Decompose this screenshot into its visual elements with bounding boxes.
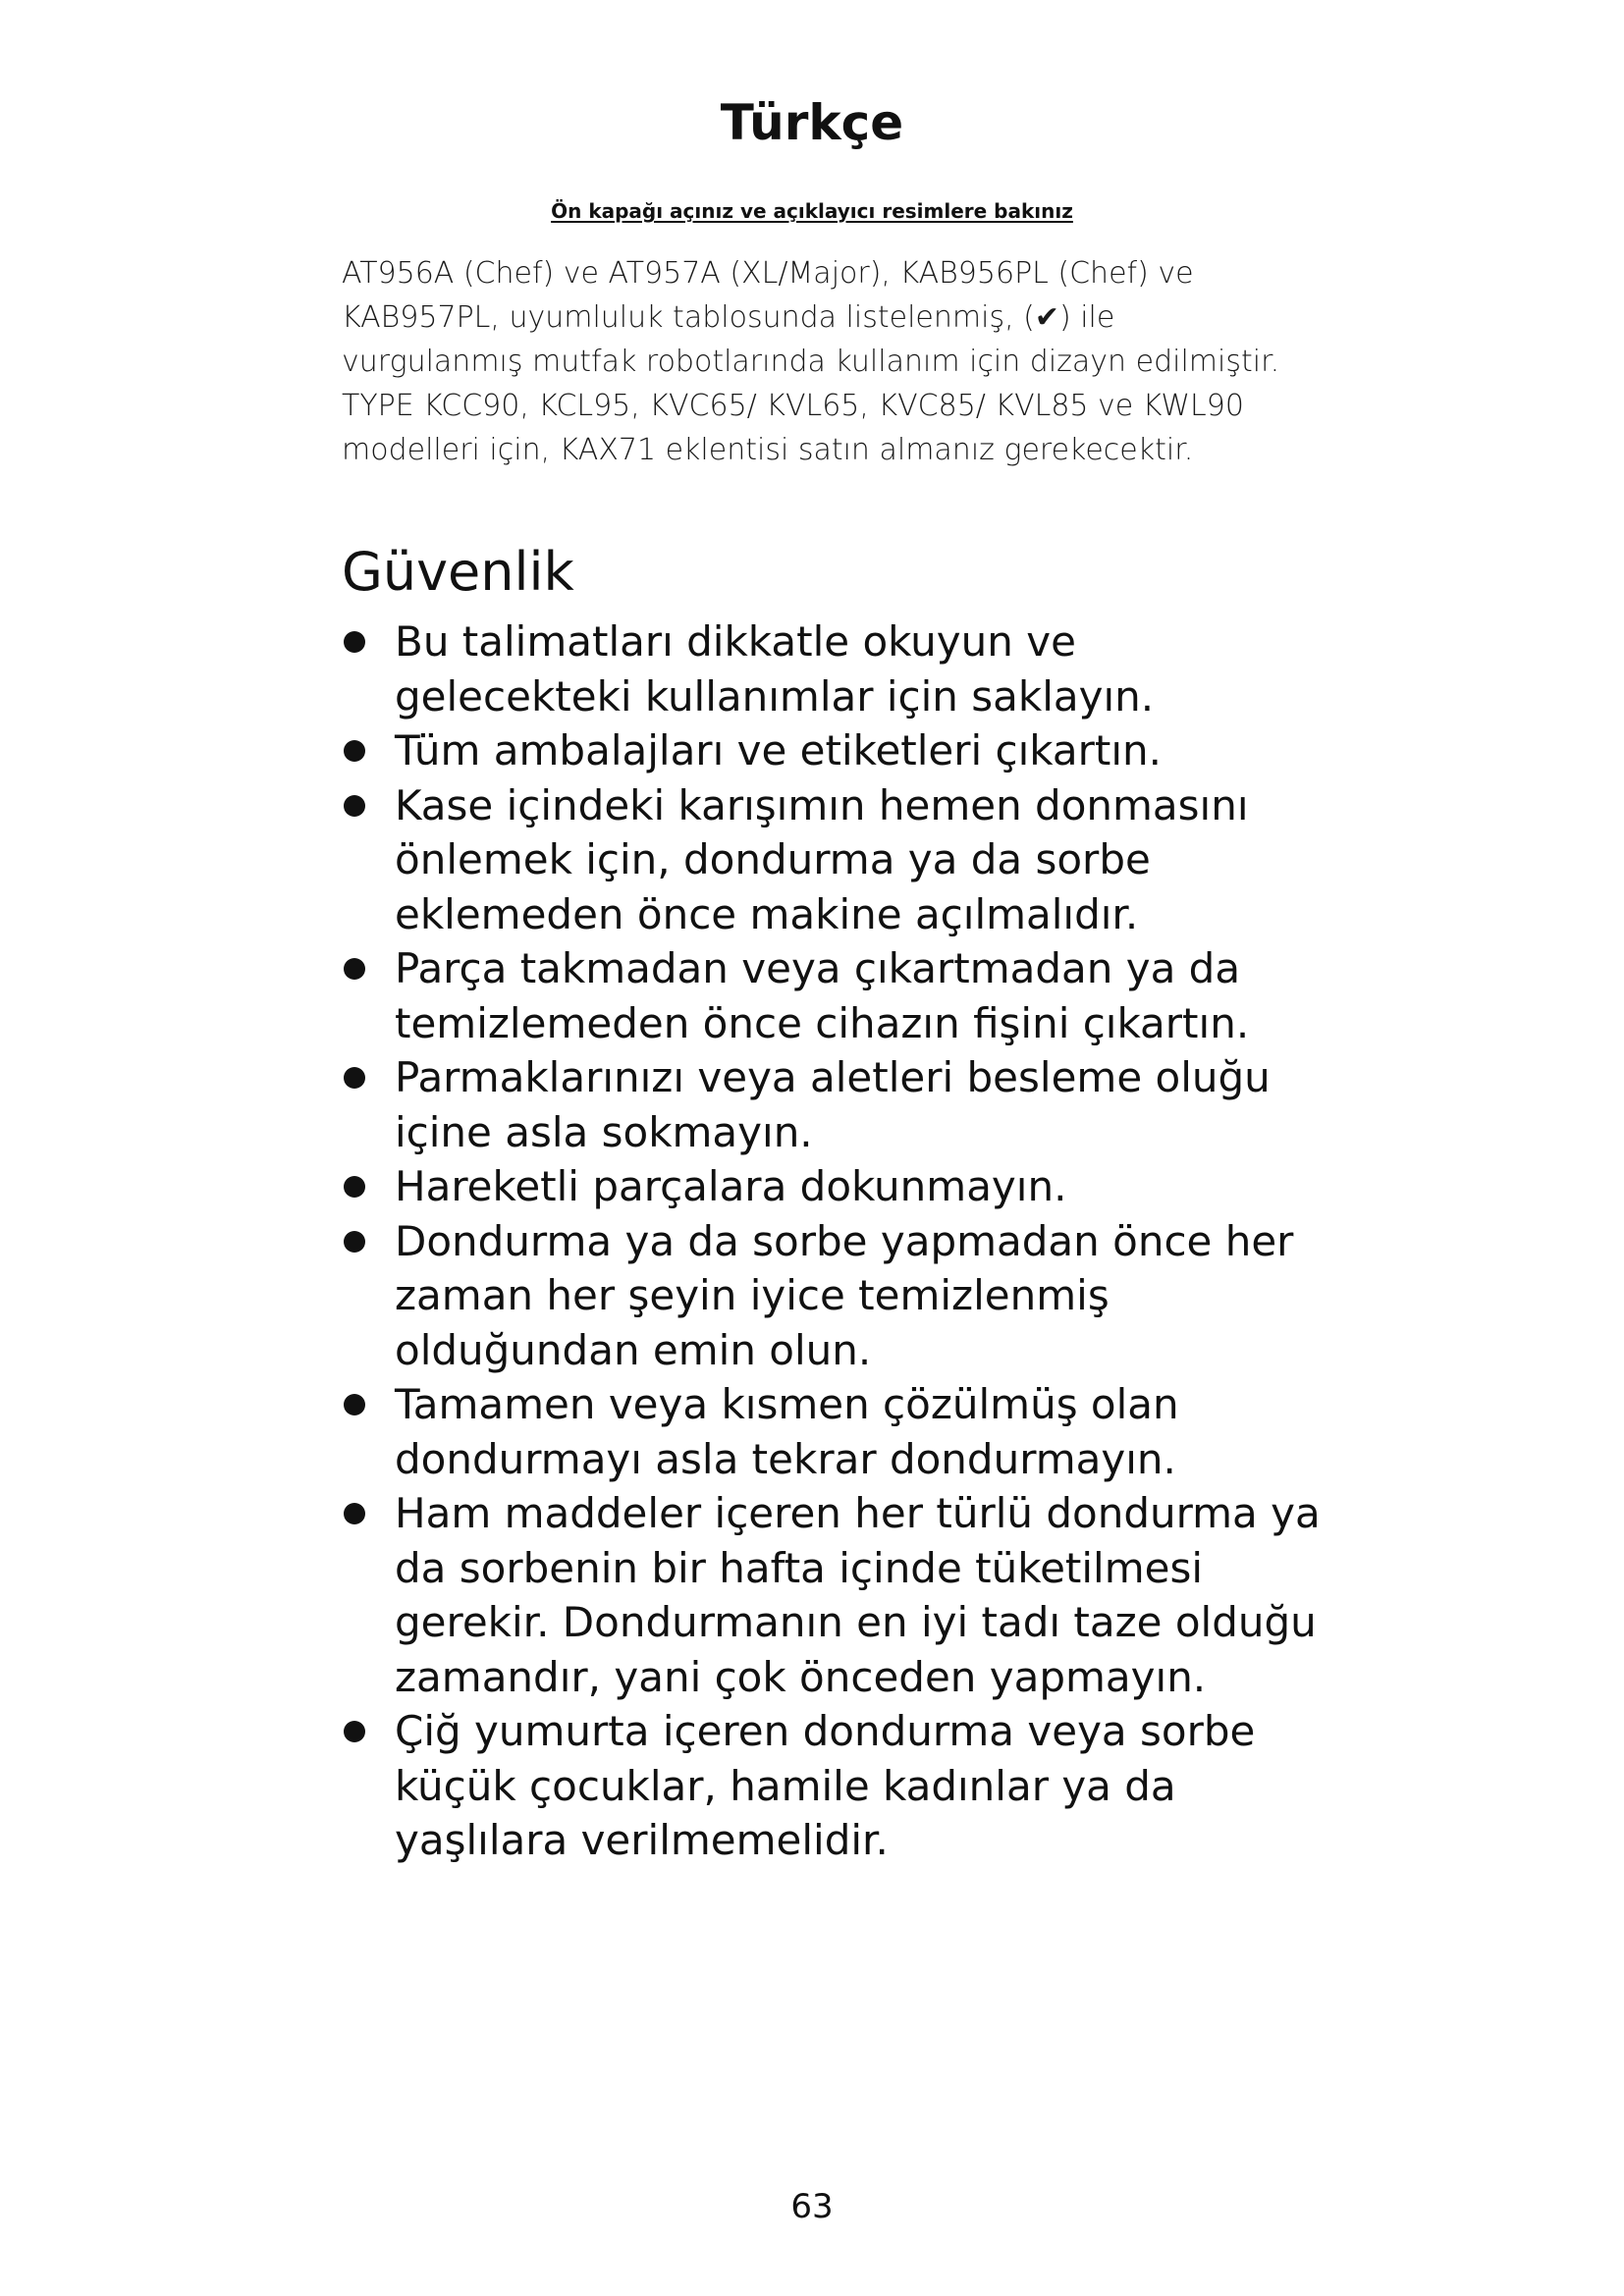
bullet-icon xyxy=(344,958,365,980)
list-item-text: Ham maddeler içeren her türlü dondurma ya da sorbenin bir hafta içinde tüketilmesi gerekir. Dondurmanın en iyi tadı taze olduğu zamandır, yani çok önceden yapmayın. xyxy=(395,1489,1321,1701)
bullet-icon xyxy=(344,795,365,817)
list-item-text: Dondurma ya da sorbe yapmadan önce her zaman her şeyin iyice temizlenmiş olduğundan emin olun. xyxy=(395,1216,1294,1374)
list-item xyxy=(342,1704,1324,1868)
page-number: 63 xyxy=(790,2187,834,2226)
list-item xyxy=(342,1486,1324,1704)
compatibility-intro: AT956A (Chef) ve AT957A (XL/Major), KAB956PL (Chef) ve KAB957PL, uyumluluk tablosunda listelenmiş, (✔) ile vurgulanmış mutfak robotlarında kullanım için dizayn edilmiştir. TYPE KCC90, KCL95, KVC65/ KVL65, KVC85/ KVL85 ve KWL90 modelleri için, KAX71 eklentisi satın almanız gerekecektir. xyxy=(342,256,1280,467)
bullet-icon xyxy=(344,1721,365,1742)
list-item xyxy=(342,1377,1324,1486)
list-item-text: Tamamen veya kısmen çözülmüş olan dondurmayı asla tekrar dondurmayın. xyxy=(395,1380,1179,1483)
list-item-text: Kase içindeki karışımın hemen donmasını önlemek için, dondurma ya da sorbe eklemeden önce makine açılmalıdır. xyxy=(395,780,1249,938)
bullet-icon xyxy=(344,1503,365,1524)
bullet-icon xyxy=(344,631,365,653)
language-title: Türkçe xyxy=(720,94,904,151)
safety-heading: Güvenlik xyxy=(342,541,574,603)
list-item-text: Parmaklarınızı veya aletleri besleme oluğu içine asla sokmayın. xyxy=(395,1053,1271,1156)
list-item xyxy=(342,1159,1324,1214)
list-item-text: Parça takmadan veya çıkartmadan ya da temizlemeden önce cihazın fişini çıkartın. xyxy=(395,944,1250,1047)
safety-list xyxy=(342,614,1324,1868)
bullet-icon xyxy=(344,1067,365,1089)
list-item-text: Bu talimatları dikkatle okuyun ve gelecekteki kullanımlar için saklayın. xyxy=(395,617,1155,721)
bullet-icon xyxy=(344,740,365,762)
list-item xyxy=(342,941,1324,1050)
bullet-icon xyxy=(344,1394,365,1415)
list-item xyxy=(342,723,1324,778)
list-item xyxy=(342,778,1324,942)
list-item-text: Çiğ yumurta içeren dondurma veya sorbe küçük çocuklar, hamile kadınlar ya da yaşlılara verilmemelidir. xyxy=(395,1707,1256,1864)
list-item xyxy=(342,1214,1324,1378)
bullet-icon xyxy=(344,1231,365,1253)
see-cover-instruction: Ön kapağı açınız ve açıklayıcı resimlere bakınız xyxy=(551,199,1073,223)
bullet-icon xyxy=(344,1176,365,1198)
list-item-text: Tüm ambalajları ve etiketleri çıkartın. xyxy=(395,726,1162,774)
list-item-text: Hareketli parçalara dokunmayın. xyxy=(395,1162,1067,1210)
list-item xyxy=(342,1050,1324,1159)
list-item xyxy=(342,614,1324,723)
